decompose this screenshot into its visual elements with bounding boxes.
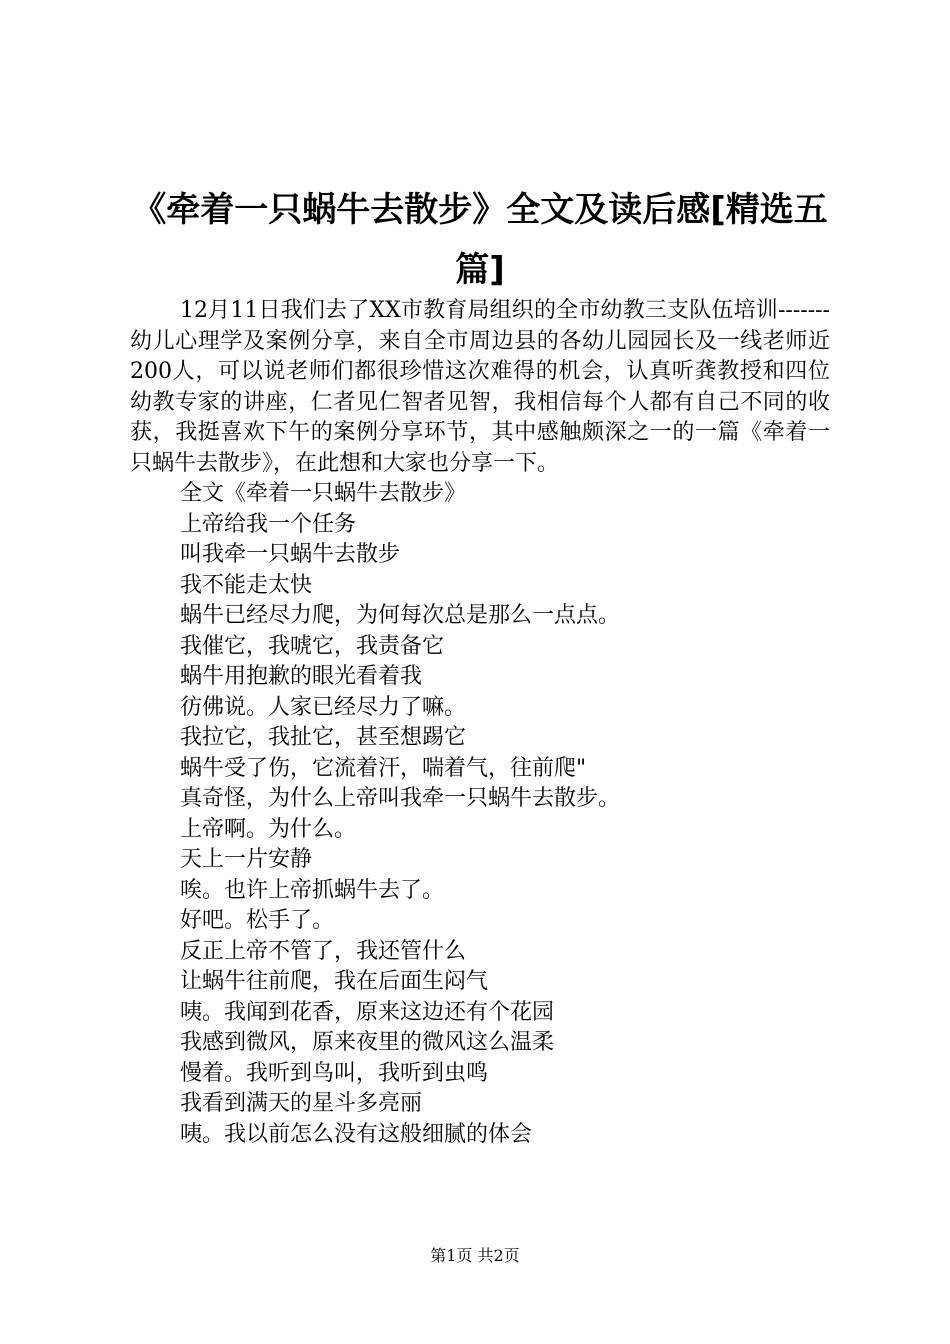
page-footer: 第1页 共2页: [430, 1246, 520, 1265]
document-body: [130, 296, 830, 1150]
poem-line: 我看到满天的星斗多亮丽: [180, 1091, 423, 1116]
poem-line: 好吧。松手了。: [180, 908, 335, 933]
poem-line: 上帝啊。为什么。: [180, 816, 357, 842]
poem-line: 蜗牛已经尽力爬，为何每次总是那么一点点。: [180, 603, 621, 628]
poem-line: 唉。也许上帝抓蜗牛去了。: [180, 877, 445, 903]
poem-line: 咦。我以前怎么没有这般细腻的体会: [180, 1121, 533, 1147]
poem-line: 我感到微风，原来夜里的微风这么温柔: [180, 1030, 555, 1055]
poem-line: 上帝给我一个任务: [180, 511, 357, 537]
poem-block: [130, 479, 830, 1150]
poem-line: 反正上帝不管了，我还管什么: [180, 938, 467, 964]
poem-line: 咦。我闻到花香，原来这边还有个花园: [180, 999, 555, 1025]
poem-line: 全文《牵着一只蜗牛去散步》: [180, 481, 467, 506]
poem-line: 彷佛说。人家已经尽力了嘛。: [180, 694, 467, 720]
poem-line: 慢着。我听到鸟叫，我听到虫鸣: [180, 1060, 489, 1086]
poem-line: 我不能走太快: [180, 572, 313, 598]
poem-line: 真奇怪，为什么上帝叫我牵一只蜗牛去散步。: [180, 786, 621, 811]
poem-line: 蜗牛用抱歉的眼光看着我: [180, 664, 423, 689]
poem-line: 我拉它，我扯它，甚至想踢它: [180, 725, 467, 750]
document-title: 《牵着一只蜗牛去散步》全文及读后感[精选五篇]: [132, 190, 828, 290]
intro-paragraph: 12月11日我们去了XX市教育局组织的全市幼教三支队伍培训-------幼儿心理学及案例分享，来自全市周边县的各幼儿园园长及一线老师近200人，可以说老师们都很珍惜这次难得的机会，认真听龚教授和四位幼教专家的讲座，仁者见仁智者见智，我相信每个人都有自己不同的收获，我挺喜欢下午的案例分享环节，其中感触颇深之一的一篇《牵着一只蜗牛去散步》，在此想和大家也分享一下。: [130, 298, 830, 476]
poem-line: 天上一片安静: [180, 847, 313, 872]
poem-line: 让蜗牛往前爬，我在后面生闷气: [180, 969, 489, 994]
poem-line: 蜗牛受了伤，它流着汗，喘着气，往前爬": [180, 755, 587, 781]
poem-line: 我催它，我唬它，我责备它: [180, 633, 445, 659]
poem-line: 叫我牵一只蜗牛去散步: [180, 542, 401, 567]
